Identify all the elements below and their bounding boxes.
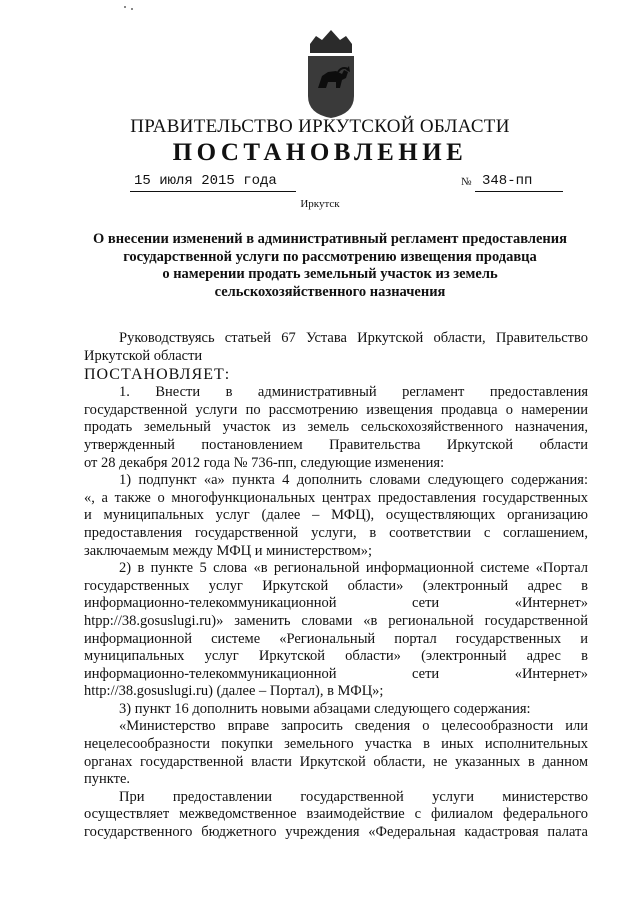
city: Иркутск [300,198,340,210]
irkutsk-coat-of-arms-emblem [302,14,360,120]
item1-line: утвержденный постановлением Правительства Иркутской области [84,436,588,453]
sub3-line: 3) пункт 16 дополнить новыми абзацами следующего содержания: [119,700,531,717]
heading-line: сельскохозяйственного назначения [214,283,446,300]
last-paragraph-line: осуществляет межведомственное взаимодействие с филиалом федерального [84,806,588,823]
last-paragraph-line: При предоставлении государственной услуги министерство [119,788,588,805]
resolves-word: ПОСТАНОВЛЯЕТ: [84,366,231,384]
sub3-line: «Министерство вправе запросить сведения о целесообразности или [119,718,588,735]
date-number-row [118,173,568,193]
date-underline [130,191,296,192]
sub1-line: «, а также о многофункциональных центрах предоставления государственных [84,489,588,506]
number-underline [475,191,563,192]
sub2-line: информационной системе «Региональный портал государственных и [84,630,588,647]
sub2-line: htpp://38.gosuslugi.ru)» заменить словами «в региональной государственной [84,612,588,629]
document-date: 15 июля 2015 года [134,173,277,189]
sub2-line: муниципальных услуг Иркутской области» (электронный адрес в [84,648,588,665]
document-body [84,330,588,842]
sub3-line: нецелесообразности покупки земельного участка в иных исполнительных [84,736,588,753]
scan-speck [131,8,133,10]
item1-line: государственной услуги по рассмотрению извещения продавца о намерении [84,401,588,418]
sub3-line: пункте. [84,771,131,788]
sub1-line: заключаемым между МФЦ и министерством»; [84,542,372,559]
sub2-line: государственных услуг Иркутской области» (электронный адрес в [84,577,588,594]
sub1-line: 1) подпункт «а» пункта 4 дополнить словами следующего содержания: [119,472,588,489]
heading-line: О внесении изменений в административный регламент предоставления [93,231,567,247]
heading-line: о намерении продать земельный участок из земель [162,266,498,282]
government-title: ПРАВИТЕЛЬСТВО ИРКУТСКОЙ ОБЛАСТИ [130,116,510,137]
number-sign: № [461,176,472,188]
item1-line: 1. Внести в административный регламент предоставления [119,384,588,401]
sub3-line: органах государственной власти Иркутской области, не указанных в данном [84,753,588,770]
sub2-line: информационно-телекоммуникационной сети «Интернет» [84,595,588,612]
sub2-line: 2) в пункте 5 слова «в региональной информационной системе «Портал [119,560,588,577]
document-number: 348-пп [482,173,533,189]
scan-speck [124,6,126,8]
sub2-line: информационно-телекоммуникационной сети «Интернет» [84,665,588,682]
sub1-line: и муниципальных услуг (далее – МФЦ), осуществляющих организацию [84,507,588,524]
sub1-line: предоставления государственной услуги, в соответствии с соглашением, [84,524,588,541]
preamble-line: Руководствуясь статьей 67 Устава Иркутской области, Правительство [119,330,588,346]
last-paragraph-line: государственного бюджетного учреждения «Федеральная кадастровая палата [84,824,588,841]
item1-line: продать земельный участок из земель сельскохозяйственного назначения, [84,419,588,436]
sub2-line: http://38.gosuslugi.ru) (далее – Портал), в МФЦ»; [84,683,384,700]
preamble-line: Иркутской области [84,347,203,364]
heading-line: государственной услуги по рассмотрению извещения продавца [123,248,537,265]
document-heading [70,231,590,301]
document-type: ПОСТАНОВЛЕНИЕ [172,139,468,166]
item1-line: от 28 декабря 2012 года № 736-пп, следующие изменения: [84,454,445,471]
